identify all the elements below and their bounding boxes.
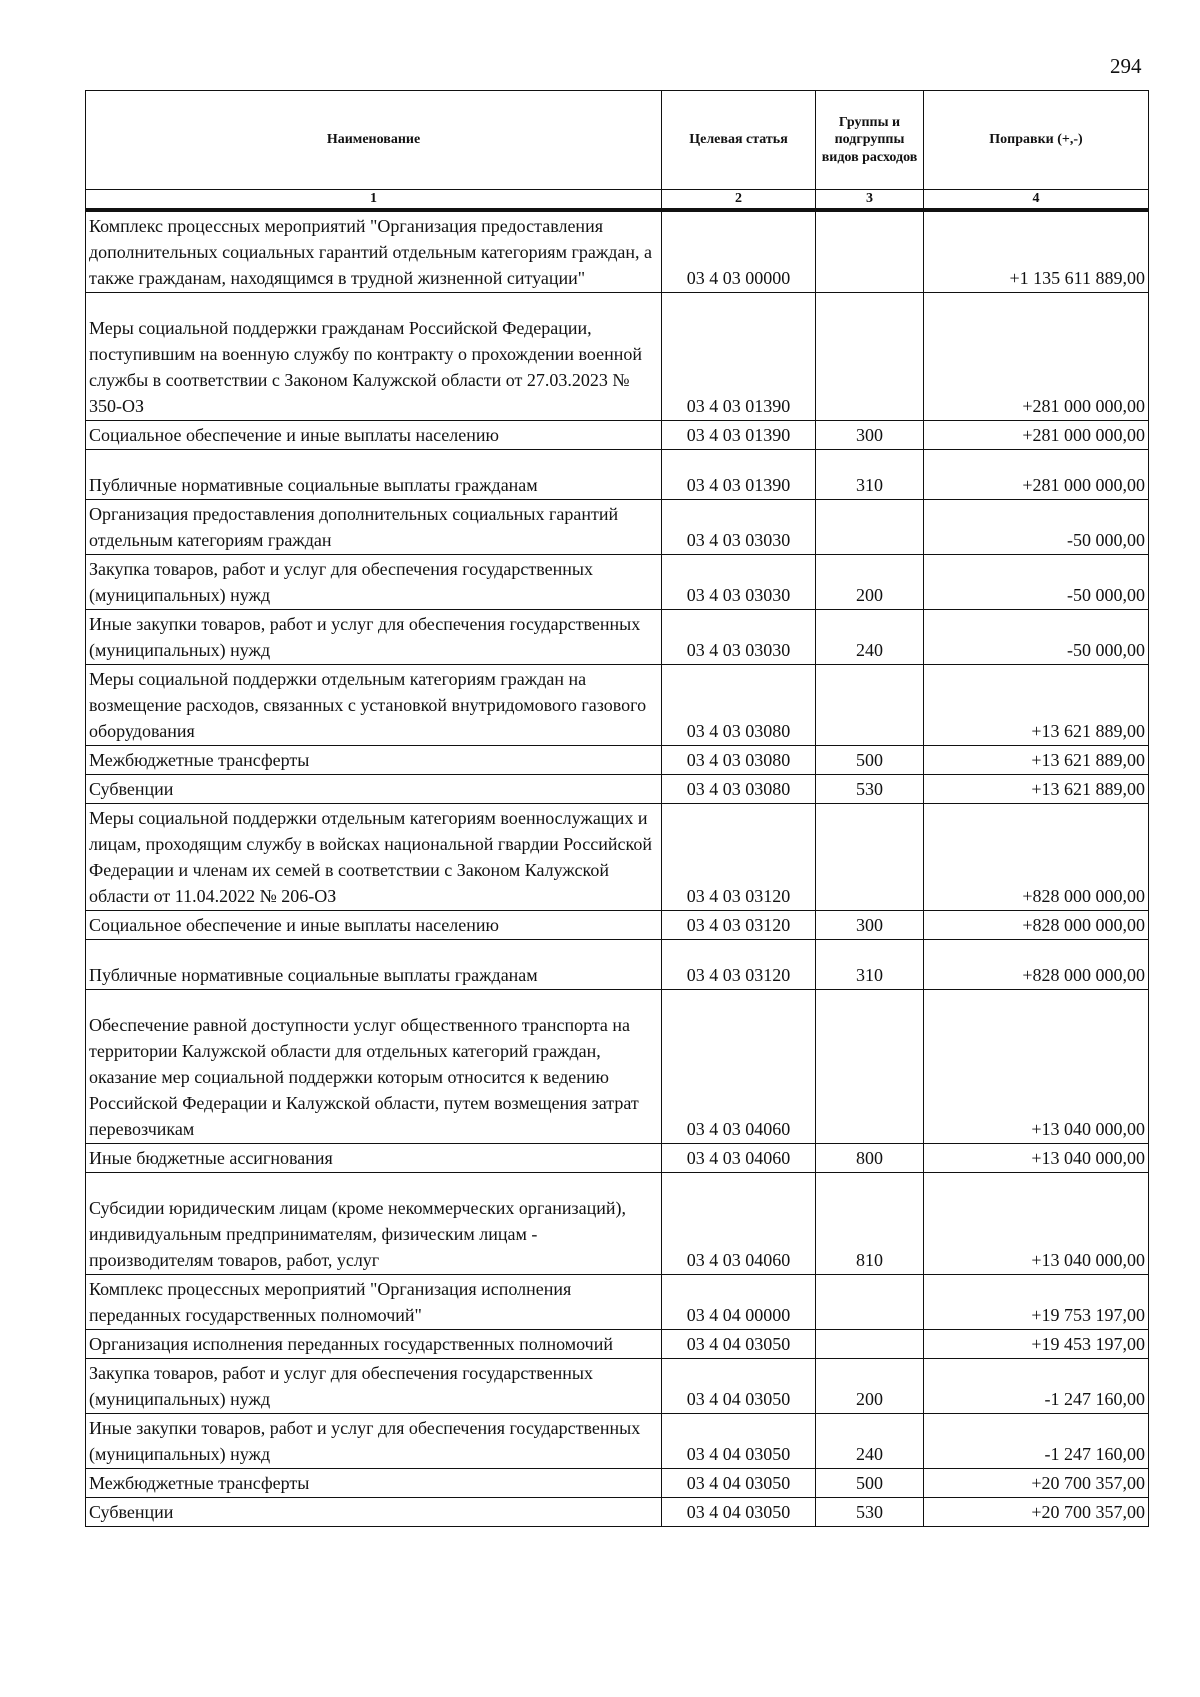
row-group-cell xyxy=(816,293,924,421)
row-code-cell: 03 4 03 04060 xyxy=(662,1173,816,1275)
page-number: 294 xyxy=(1110,54,1142,78)
table-row xyxy=(86,1359,1149,1414)
row-group-cell xyxy=(816,1330,924,1359)
row-amount-cell: +13 040 000,00 xyxy=(924,1173,1149,1275)
row-code-cell: 03 4 03 00000 xyxy=(662,210,816,293)
row-group-cell: 530 xyxy=(816,775,924,804)
row-code-cell: 03 4 03 03030 xyxy=(662,610,816,665)
row-name-cell: Социальное обеспечение и иные выплаты населению xyxy=(86,911,662,940)
row-group-cell: 240 xyxy=(816,1414,924,1469)
table-row xyxy=(86,1469,1149,1498)
row-group-cell: 300 xyxy=(816,911,924,940)
table-row xyxy=(86,911,1149,940)
row-group-cell: 310 xyxy=(816,940,924,990)
header-name: Наименование xyxy=(86,91,662,190)
row-name-cell: Иные закупки товаров, работ и услуг для обеспечения государственных (муниципальных) нужд xyxy=(86,1414,662,1469)
row-name-cell: Комплекс процессных мероприятий "Организация исполнения переданных государственных полномочий" xyxy=(86,1275,662,1330)
row-name-cell: Меры социальной поддержки отдельным категориям военнослужащих и лицам, проходящим службу в войсках национальной гвардии Российской Федерации и членам их семей в соответствии с Законом Калужской области от 11.04.2022 № 206-ОЗ xyxy=(86,804,662,911)
row-name-cell: Меры социальной поддержки гражданам Российской Федерации, поступившим на военную службу по контракту о прохождении военной службы в соответствии с Законом Калужской области от 27.03.2023 № 350-ОЗ xyxy=(86,293,662,421)
row-group-cell: 300 xyxy=(816,421,924,450)
table-row xyxy=(86,804,1149,911)
row-amount-cell: +13 621 889,00 xyxy=(924,775,1149,804)
row-code-cell: 03 4 04 03050 xyxy=(662,1359,816,1414)
row-code-cell: 03 4 03 03120 xyxy=(662,940,816,990)
column-number: 4 xyxy=(924,190,1149,211)
row-amount-cell: +19 453 197,00 xyxy=(924,1330,1149,1359)
table-row xyxy=(86,1414,1149,1469)
table-row xyxy=(86,1275,1149,1330)
table-row xyxy=(86,293,1149,421)
row-name-cell: Иные закупки товаров, работ и услуг для обеспечения государственных (муниципальных) нужд xyxy=(86,610,662,665)
header-code: Целевая статья xyxy=(662,91,816,190)
column-number: 3 xyxy=(816,190,924,211)
table-row xyxy=(86,500,1149,555)
budget-amendments-table xyxy=(85,90,1149,1527)
row-amount-cell: -50 000,00 xyxy=(924,555,1149,610)
row-amount-cell: -1 247 160,00 xyxy=(924,1359,1149,1414)
table-row xyxy=(86,555,1149,610)
table-row xyxy=(86,1144,1149,1173)
header-group: Группы и подгруппы видов расходов xyxy=(816,91,924,190)
row-name-cell: Организация исполнения переданных государственных полномочий xyxy=(86,1330,662,1359)
row-amount-cell: +20 700 357,00 xyxy=(924,1498,1149,1527)
row-group-cell xyxy=(816,665,924,746)
row-code-cell: 03 4 03 01390 xyxy=(662,421,816,450)
row-amount-cell: -50 000,00 xyxy=(924,610,1149,665)
row-name-cell: Субсидии юридическим лицам (кроме некоммерческих организаций), индивидуальным предпринимателям, физическим лицам - производителям товаров, работ, услуг xyxy=(86,1173,662,1275)
table-row xyxy=(86,210,1149,293)
table-row xyxy=(86,610,1149,665)
row-group-cell: 240 xyxy=(816,610,924,665)
row-code-cell: 03 4 03 04060 xyxy=(662,1144,816,1173)
row-group-cell: 200 xyxy=(816,1359,924,1414)
column-number: 2 xyxy=(662,190,816,211)
row-code-cell: 03 4 03 04060 xyxy=(662,990,816,1144)
row-amount-cell: +281 000 000,00 xyxy=(924,293,1149,421)
header-amount: Поправки (+,-) xyxy=(924,91,1149,190)
table-row xyxy=(86,665,1149,746)
row-name-cell: Обеспечение равной доступности услуг общественного транспорта на территории Калужской области для отдельных категорий граждан, оказание мер социальной поддержки которым относится к ведению Российской Федерации и Калужской области, путем возмещения затрат перевозчикам xyxy=(86,990,662,1144)
table-body xyxy=(86,210,1149,1527)
table-row xyxy=(86,990,1149,1144)
row-name-cell: Субвенции xyxy=(86,775,662,804)
row-name-cell: Иные бюджетные ассигнования xyxy=(86,1144,662,1173)
row-amount-cell: +828 000 000,00 xyxy=(924,911,1149,940)
table-row xyxy=(86,1173,1149,1275)
row-group-cell: 310 xyxy=(816,450,924,500)
row-code-cell: 03 4 03 03030 xyxy=(662,555,816,610)
row-group-cell: 800 xyxy=(816,1144,924,1173)
row-code-cell: 03 4 03 01390 xyxy=(662,293,816,421)
column-number: 1 xyxy=(86,190,662,211)
row-amount-cell: +281 000 000,00 xyxy=(924,421,1149,450)
row-amount-cell: +828 000 000,00 xyxy=(924,804,1149,911)
table-row xyxy=(86,1498,1149,1527)
table-row xyxy=(86,746,1149,775)
row-amount-cell: +20 700 357,00 xyxy=(924,1469,1149,1498)
row-amount-cell: +13 621 889,00 xyxy=(924,746,1149,775)
row-group-cell: 500 xyxy=(816,1469,924,1498)
row-name-cell: Публичные нормативные социальные выплаты гражданам xyxy=(86,940,662,990)
table-row xyxy=(86,450,1149,500)
row-name-cell: Меры социальной поддержки отдельным категориям граждан на возмещение расходов, связанных с установкой внутридомового газового оборудования xyxy=(86,665,662,746)
row-name-cell: Публичные нормативные социальные выплаты гражданам xyxy=(86,450,662,500)
row-group-cell xyxy=(816,1275,924,1330)
row-code-cell: 03 4 03 01390 xyxy=(662,450,816,500)
row-amount-cell: +1 135 611 889,00 xyxy=(924,210,1149,293)
row-amount-cell: -1 247 160,00 xyxy=(924,1414,1149,1469)
row-amount-cell: +13 040 000,00 xyxy=(924,1144,1149,1173)
row-amount-cell: +281 000 000,00 xyxy=(924,450,1149,500)
row-name-cell: Комплекс процессных мероприятий "Организация предоставления дополнительных социальных гарантий отдельным категориям граждан, а также гражданам, находящимся в трудной жизненной ситуации" xyxy=(86,210,662,293)
row-code-cell: 03 4 03 03080 xyxy=(662,665,816,746)
row-group-cell: 530 xyxy=(816,1498,924,1527)
row-group-cell: 810 xyxy=(816,1173,924,1275)
row-code-cell: 03 4 04 03050 xyxy=(662,1414,816,1469)
row-name-cell: Организация предоставления дополнительных социальных гарантий отдельным категориям граждан xyxy=(86,500,662,555)
table-row xyxy=(86,940,1149,990)
row-code-cell: 03 4 03 03120 xyxy=(662,911,816,940)
row-name-cell: Субвенции xyxy=(86,1498,662,1527)
row-name-cell: Межбюджетные трансферты xyxy=(86,746,662,775)
row-amount-cell: +13 621 889,00 xyxy=(924,665,1149,746)
row-group-cell xyxy=(816,804,924,911)
row-code-cell: 03 4 04 03050 xyxy=(662,1330,816,1359)
row-name-cell: Закупка товаров, работ и услуг для обеспечения государственных (муниципальных) нужд xyxy=(86,1359,662,1414)
row-amount-cell: +19 753 197,00 xyxy=(924,1275,1149,1330)
row-name-cell: Социальное обеспечение и иные выплаты населению xyxy=(86,421,662,450)
row-group-cell: 200 xyxy=(816,555,924,610)
row-name-cell: Закупка товаров, работ и услуг для обеспечения государственных (муниципальных) нужд xyxy=(86,555,662,610)
table-row xyxy=(86,775,1149,804)
row-group-cell xyxy=(816,210,924,293)
row-code-cell: 03 4 03 03080 xyxy=(662,775,816,804)
table-row xyxy=(86,421,1149,450)
row-name-cell: Межбюджетные трансферты xyxy=(86,1469,662,1498)
row-code-cell: 03 4 04 03050 xyxy=(662,1469,816,1498)
row-code-cell: 03 4 04 00000 xyxy=(662,1275,816,1330)
row-amount-cell: -50 000,00 xyxy=(924,500,1149,555)
row-code-cell: 03 4 04 03050 xyxy=(662,1498,816,1527)
table-row xyxy=(86,1330,1149,1359)
row-amount-cell: +828 000 000,00 xyxy=(924,940,1149,990)
row-group-cell xyxy=(816,500,924,555)
row-group-cell: 500 xyxy=(816,746,924,775)
row-code-cell: 03 4 03 03030 xyxy=(662,500,816,555)
row-group-cell xyxy=(816,990,924,1144)
row-code-cell: 03 4 03 03120 xyxy=(662,804,816,911)
row-code-cell: 03 4 03 03080 xyxy=(662,746,816,775)
row-amount-cell: +13 040 000,00 xyxy=(924,990,1149,1144)
